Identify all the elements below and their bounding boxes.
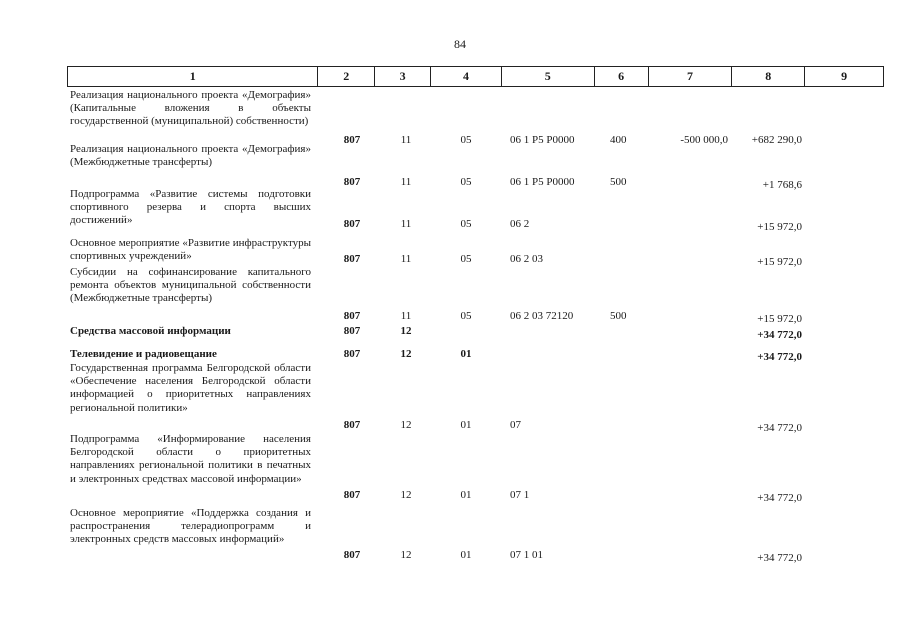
header-col-2: 2 <box>318 67 375 86</box>
row-description: Реализация национального проекта «Демография» (Капитальные вложения в объекты государственной (муниципальной) собственности) <box>70 89 311 128</box>
cell-section-code: 12 <box>400 549 412 561</box>
cell-amount-col8: +1 768,6 <box>762 179 802 191</box>
cell-target-article: 06 1 P5 P0000 <box>510 176 575 188</box>
cell-section-code: 12 <box>400 348 412 360</box>
cell-ministry-code: 807 <box>343 549 361 561</box>
cell-subsection-code: 05 <box>460 218 472 230</box>
row-description: Реализация национального проекта «Демография» (Межбюджетные трансферты) <box>70 143 311 169</box>
cell-subsection-code: 05 <box>460 134 472 146</box>
cell-amount-col8: +682 290,0 <box>751 134 802 146</box>
cell-section-code: 11 <box>400 134 412 146</box>
cell-subsection-code: 05 <box>460 310 472 322</box>
cell-ministry-code: 807 <box>343 253 361 265</box>
header-col-1: 1 <box>68 67 318 86</box>
cell-expense-type: 500 <box>610 310 627 322</box>
cell-amount-col8: +34 772,0 <box>757 329 802 341</box>
cell-subsection-code: 01 <box>460 549 472 561</box>
cell-section-code: 11 <box>400 310 412 322</box>
header-col-5: 5 <box>502 67 595 86</box>
cell-section-code: 12 <box>400 489 412 501</box>
cell-ministry-code: 807 <box>343 419 361 431</box>
cell-expense-type: 500 <box>610 176 627 188</box>
cell-ministry-code: 807 <box>343 489 361 501</box>
header-col-6: 6 <box>595 67 649 86</box>
cell-amount-col8: +34 772,0 <box>757 422 802 434</box>
cell-amount-col8: +15 972,0 <box>757 256 802 268</box>
cell-ministry-code: 807 <box>343 348 361 360</box>
cell-ministry-code: 807 <box>343 310 361 322</box>
cell-subsection-code: 01 <box>460 348 472 360</box>
row-description: Государственная программа Белгородской области «Обеспечение населения Белгородской области информацией о приоритетных направлениях региональной политики» <box>70 362 311 414</box>
row-description: Средства массовой информации <box>70 325 231 337</box>
row-description: Подпрограмма «Развитие системы подготовки спортивного резерва и спорта высших достижений» <box>70 188 311 227</box>
cell-amount-col7: -500 000,0 <box>680 134 728 146</box>
row-description: Телевидение и радиовещание <box>70 348 217 360</box>
cell-ministry-code: 807 <box>343 134 361 146</box>
cell-amount-col8: +34 772,0 <box>757 492 802 504</box>
cell-subsection-code: 01 <box>460 489 472 501</box>
row-description: Подпрограмма «Информирование населения Белгородской области о приоритетных направлениях региональной политики в печатных и электронных средствах массовой информации» <box>70 433 311 485</box>
header-col-8: 8 <box>732 67 805 86</box>
cell-section-code: 11 <box>400 176 412 188</box>
cell-expense-type: 400 <box>610 134 627 146</box>
cell-target-article: 06 2 <box>510 218 530 230</box>
cell-section-code: 12 <box>400 325 412 337</box>
row-description: Субсидии на софинансирование капитального ремонта объектов муниципальной собственности (Межбюджетные трансферты) <box>70 266 311 305</box>
cell-target-article: 06 2 03 <box>510 253 543 265</box>
cell-target-article: 07 1 <box>510 489 530 501</box>
cell-ministry-code: 807 <box>343 325 361 337</box>
cell-ministry-code: 807 <box>343 218 361 230</box>
cell-amount-col8: +15 972,0 <box>757 313 802 325</box>
cell-target-article: 07 <box>510 419 521 431</box>
cell-subsection-code: 01 <box>460 419 472 431</box>
cell-amount-col8: +15 972,0 <box>757 221 802 233</box>
cell-section-code: 11 <box>400 253 412 265</box>
page-number: 84 <box>454 37 466 51</box>
cell-section-code: 12 <box>400 419 412 431</box>
cell-target-article: 07 1 01 <box>510 549 543 561</box>
row-description: Основное мероприятие «Развитие инфраструктуры спортивных учреждений» <box>70 237 311 263</box>
header-col-7: 7 <box>649 67 733 86</box>
cell-section-code: 11 <box>400 218 412 230</box>
cell-subsection-code: 05 <box>460 253 472 265</box>
cell-amount-col8: +34 772,0 <box>757 552 802 564</box>
row-description: Основное мероприятие «Поддержка создания и распространения телерадиопрограмм и электронных средств массовых информаций» <box>70 507 311 546</box>
cell-subsection-code: 05 <box>460 176 472 188</box>
header-col-4: 4 <box>431 67 502 86</box>
cell-target-article: 06 1 P5 P0000 <box>510 134 575 146</box>
header-col-3: 3 <box>375 67 431 86</box>
header-col-9: 9 <box>841 69 848 83</box>
cell-amount-col8: +34 772,0 <box>757 351 802 363</box>
cell-target-article: 06 2 03 72120 <box>510 310 574 322</box>
cell-ministry-code: 807 <box>343 176 361 188</box>
